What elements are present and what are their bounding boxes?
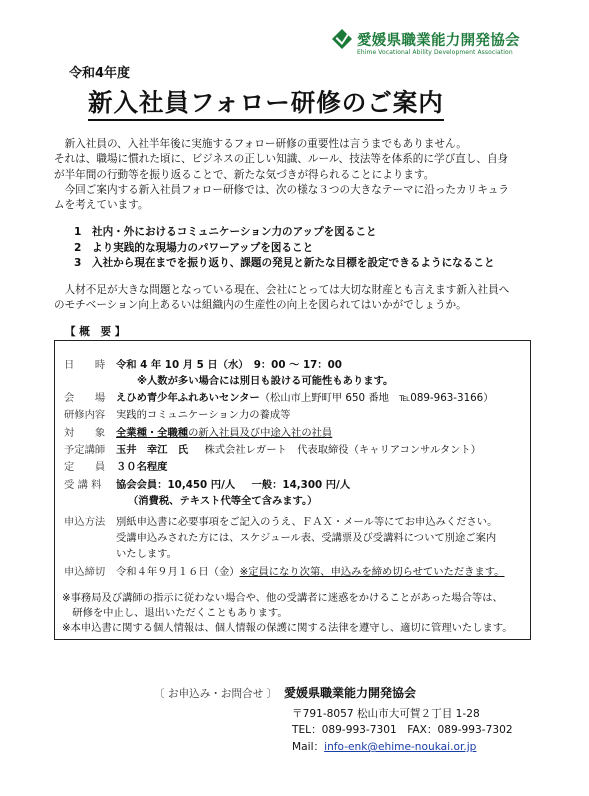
mail-link[interactable]: info-enk@ehime-noukai.or.jp [324, 741, 477, 753]
contact-label: 〔 お申込み・お問合せ 〕 [154, 688, 278, 700]
target-row: 対 象 全業種・全職種の新入社員及び中途入社の社員 [64, 427, 333, 439]
contact-phone: TEL：089-993-7301 FAX：089-993-7302 [292, 724, 513, 736]
overview-heading: 【 概 要 】 [65, 326, 126, 338]
date-row: 日 時 令和 4 年 10 月 5 日（水） 9：00 ～ 17：00 [64, 359, 342, 371]
venue-row: 会 場 えひめ青少年ふれあいセンター（松山市上野町甲 650 番地 ℡089-963-3166） [64, 392, 494, 404]
content-row: 研修内容 実践的コミュニケーション力の養成等 [64, 409, 291, 421]
note-line: ※事務局及び講師の指示に従わない場合や、他の受講者に迷惑をかけることがあった場合等は、 [62, 592, 503, 604]
theme-item: 1 社内・外におけるコミュニケーション力のアップを図ること [74, 226, 377, 238]
mail-label: Mail： [292, 741, 325, 753]
intro-line: それは、職場に慣れた頃に、ビジネスの正しい知識、ルール、技法等を体系的に学び直し、自身 [54, 153, 509, 166]
page-title: 新入社員フォロー研修のご案内 [88, 87, 444, 121]
closing-line: のモチベーション向上あるいは組織内の生産性の向上を図られてはいかがでしょうか。 [54, 299, 467, 312]
capacity-row: 定 員 ３０名程度 [64, 461, 168, 473]
apply-line: 受講申込みされた方には、スケジュール表、受講票及び受講料について別途ご案内 [116, 532, 497, 544]
intro-line: 新入社員の、入社半年後に実施するフォロー研修の重要性は言うまでもありません。 [54, 138, 467, 150]
contact-mail-row [292, 739, 476, 754]
logo-org-name: 愛媛県職業能力開発協会 [357, 33, 520, 49]
intro-line: 今回ご案内する新入社員フォロー研修では、次の様な３つの大きなテーマに沿ったカリキュラ [54, 183, 509, 196]
apply-row: 申込方法 別紙申込書に必要事項をご記入のうえ、ＦＡＸ・メール等にてお申込みください。 [64, 516, 498, 528]
note-line: ※本申込書に関する個人情報は、個人情報の保護に関する法律を遵守し、適切に管理いたします。 [62, 622, 513, 634]
intro-line: が半年間の行動等を振り返ることで、新たな気づきが得られることによります。 [54, 168, 435, 181]
fee-row: 受 講 料 協会会員：10,450 円/人 一般：14,300 円/人 [64, 479, 351, 491]
note-line: 研修を中止し、退出いただくこともあります。 [62, 607, 288, 619]
fee-note: （消費税、テキスト代等全て含みます。） [128, 495, 318, 507]
closing-line: 人材不足が大きな問題となっている現在、会社にとっては大切な財産とも言えます新入社員へ [54, 284, 510, 296]
themes-list [74, 225, 495, 272]
org-logo [331, 26, 536, 62]
closing-paragraph [54, 283, 509, 314]
theme-item: 2 より実践的な現場力のパワーアップを図ること [74, 241, 314, 254]
deadline-row: 申込締切 令和４年９月１６日（金）※定員になり次第、申込みを締め切らせていただきます。 [64, 566, 505, 578]
intro-paragraph [54, 137, 509, 213]
contact-org: 愛媛県職業能力開発協会 [284, 686, 417, 700]
contact-address: 〒791-8057 松山市大可賀２丁目 1-28 [292, 708, 480, 720]
theme-item: 3 入社から現在までを振り返り、課題の発見と新たな目標を設定できるようになること [74, 257, 495, 270]
ehime-logo-icon [331, 28, 353, 50]
date-note: ※人数が多い場合には別日も設ける可能性もあります。 [137, 375, 394, 387]
fiscal-year: 令和4年度 [69, 66, 131, 81]
apply-line: いたします。 [116, 548, 177, 560]
instructor-row: 予定講師 玉井 幸江 氏 株式会社レガート 代表取締役（キャリアコンサルタント） [64, 444, 482, 456]
logo-org-name-en: Ehime Vocational Ability Development Association [357, 49, 513, 56]
intro-line: ムを考えています。 [54, 199, 149, 212]
